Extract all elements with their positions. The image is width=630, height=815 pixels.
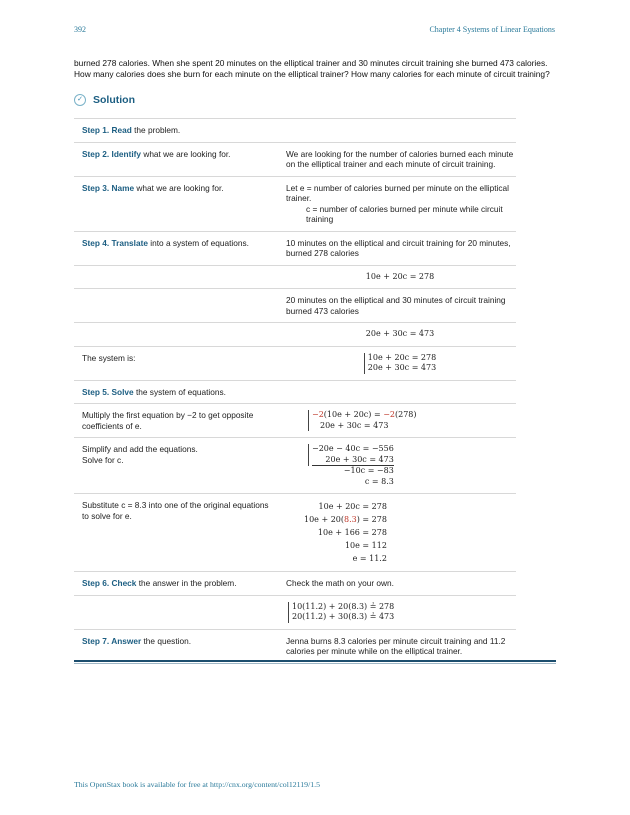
check-eq-2: 20(11.2) + 30(8.3) ≟ 473 xyxy=(292,612,395,621)
step-5-text: the system of equations. xyxy=(133,386,226,397)
step-2-label: Step 2. Identify xyxy=(82,148,142,159)
check-note: Check the math on your own. xyxy=(286,578,394,588)
translate-2-row xyxy=(74,289,516,323)
step-7-label: Step 7. Answer xyxy=(82,635,142,646)
page-number: 392 xyxy=(74,25,86,34)
subst-line-3: 10e + 166 = 278 xyxy=(317,528,387,537)
subst-line-1: 10e + 20c = 278 xyxy=(318,502,387,511)
substitute-row xyxy=(74,494,516,572)
sum-line: −10c = −83 xyxy=(343,466,394,475)
solution-steps-table xyxy=(74,118,516,663)
solution-heading xyxy=(74,94,135,106)
section-end-subrule xyxy=(74,663,556,664)
system-label: The system is: xyxy=(82,352,136,363)
system-eq-2: 20e + 30c = 473 xyxy=(367,363,437,372)
step-1-row xyxy=(74,119,516,143)
simplify-line-2: 20e + 30c = 473 xyxy=(312,455,394,467)
multiply-rhs: (278) xyxy=(395,410,417,419)
step-6-row xyxy=(74,572,516,596)
subst-line-2a: 10e + 20( xyxy=(304,515,345,524)
step-3-label: Step 3. Name xyxy=(82,182,135,193)
equation-1-row xyxy=(74,266,516,290)
chapter-title: Chapter 4 Systems of Linear Equations xyxy=(429,25,555,34)
step-5-row xyxy=(74,381,516,405)
check-eq-1: 10(11.2) + 20(8.3) ≟ 278 xyxy=(292,601,395,611)
step-6-text: the answer in the problem. xyxy=(136,578,237,588)
solve-c-instruction: Solve for c. xyxy=(82,454,124,465)
step-4-row xyxy=(74,232,516,266)
step-1-text: the problem. xyxy=(131,125,181,135)
check-equations-row xyxy=(74,596,516,630)
step-5-label: Step 5. Solve xyxy=(82,386,134,397)
translate-text-1: 10 minutes on the elliptical and circuit training for 20 minutes, burned 278 calories xyxy=(286,237,511,258)
section-end-rule xyxy=(74,660,556,662)
multiplier-right: −2 xyxy=(383,410,395,419)
let-e-definition: Let e = number of calories burned per minute on the elliptical trainer. xyxy=(286,182,509,203)
simplify-line-1: −20e − 40c = −556 xyxy=(312,444,394,453)
e-result: e = 11.2 xyxy=(352,554,387,563)
subst-value: 8.3 xyxy=(344,515,357,524)
step-1-label: Step 1. Read xyxy=(82,125,132,135)
substitute-instruction: Substitute c = 8.3 into one of the original equations to solve for e. xyxy=(82,500,269,521)
equation-2: 20e + 30c = 473 xyxy=(365,329,435,338)
equation-1: 10e + 20c = 278 xyxy=(365,271,435,281)
multiply-line-2: 20e + 30c = 473 xyxy=(320,420,389,430)
step-7-row xyxy=(74,630,516,663)
check-equations xyxy=(288,602,394,623)
system-equations xyxy=(364,353,436,374)
step-3-row xyxy=(74,177,516,232)
solution-title: Solution xyxy=(93,94,135,106)
multiply-equations xyxy=(308,410,417,431)
step-2-answer: We are looking for the number of calories burned each minute on the elliptical trainer and each minute of circuit training. xyxy=(286,148,514,169)
step-7-text: the question. xyxy=(141,635,192,646)
equation-2-row xyxy=(74,323,516,347)
step-6-label: Step 6. Check xyxy=(82,578,137,588)
system-row xyxy=(74,347,516,381)
multiply-row xyxy=(74,404,516,438)
step-2-text: what we are looking for. xyxy=(141,148,231,159)
simplify-system xyxy=(308,444,394,466)
subst-line-4: 10e = 112 xyxy=(344,541,387,550)
c-result: c = 8.3 xyxy=(364,476,394,486)
simplify-row xyxy=(74,438,516,494)
translate-text-2: 20 minutes on the elliptical and 30 minutes of circuit training burned 473 calories xyxy=(286,295,506,316)
system-eq-1: 10e + 20c = 278 xyxy=(367,352,437,362)
check-circle-icon: ✓ xyxy=(74,94,86,106)
step-4-text: into a system of equations. xyxy=(147,237,249,248)
subst-line-2c: ) = 278 xyxy=(356,515,387,524)
step-3-text: what we are looking for. xyxy=(134,182,224,193)
final-answer: Jenna burns 8.3 calories per minute circuit training and 11.2 calories per minute while on the elliptical trainer. xyxy=(286,635,506,656)
multiply-line-1: (10e + 20c) = xyxy=(323,410,384,419)
step-4-label: Step 4. Translate xyxy=(82,237,148,248)
multiplier-left: −2 xyxy=(312,410,324,419)
problem-text: burned 278 calories. When she spent 20 minutes on the elliptical trainer and 30 minutes circuit training she burned 473 calories. How many calories does she burn for each minute on the elliptical trainer? How many calories for each minute of circuit training? xyxy=(74,58,550,79)
step-2-row xyxy=(74,143,516,177)
simplify-instruction: Simplify and add the equations. xyxy=(82,444,198,454)
multiply-instruction: Multiply the first equation by −2 to get opposite coefficients of e. xyxy=(82,410,254,431)
footer-text: This OpenStax book is available for free at http://cnx.org/content/col12119/1.5 xyxy=(74,780,320,789)
let-c-definition: c = number of calories burned per minute while circuit training xyxy=(306,203,503,224)
